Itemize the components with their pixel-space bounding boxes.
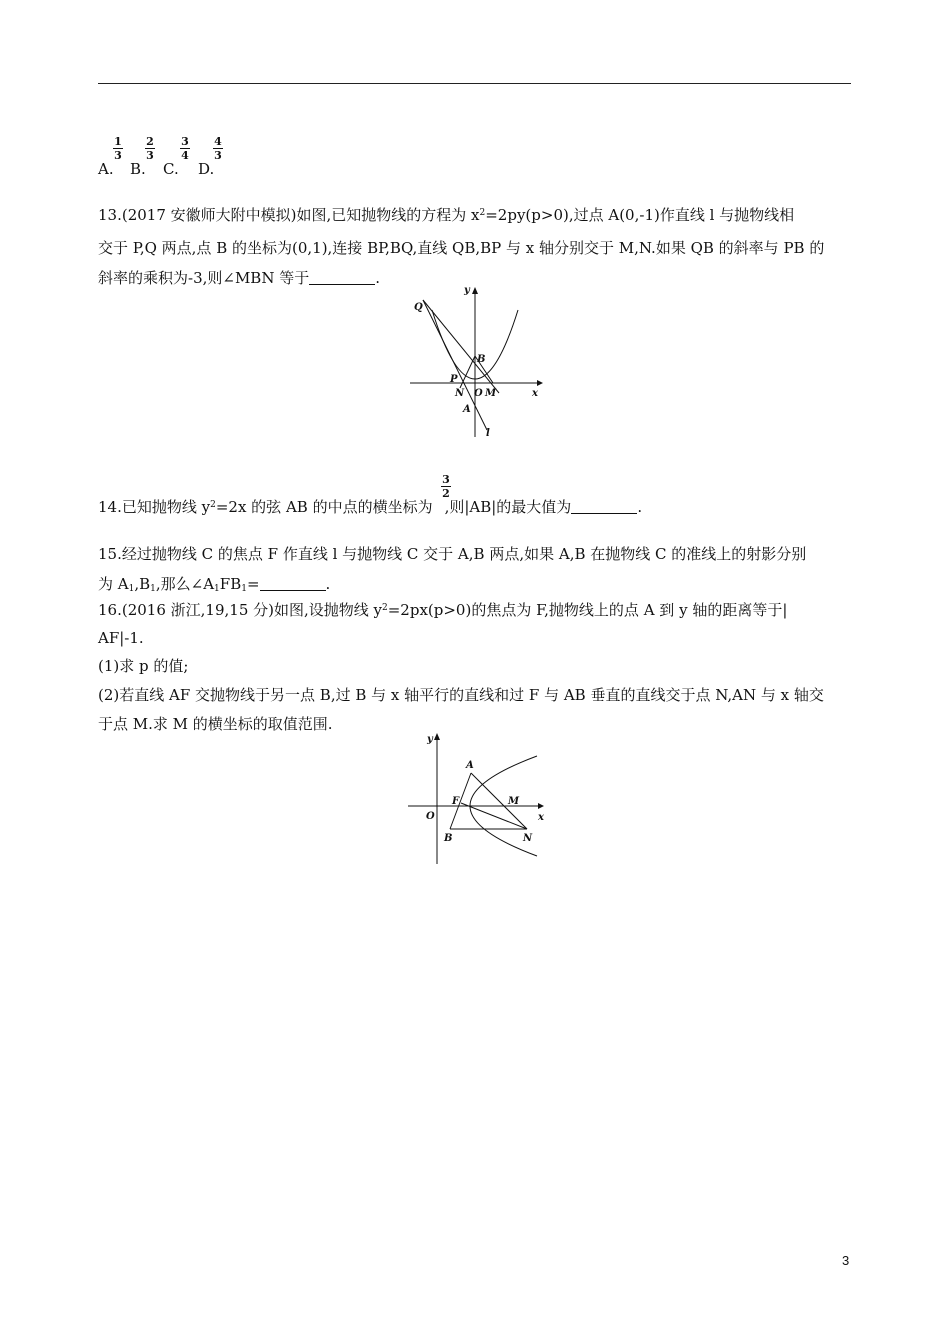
q13-line-2: 交于 P,Q 两点,点 B 的坐标为(0,1),连接 BP,BQ,直线 QB,BP 与 x 轴分别交于 M,N.如果 QB 的斜率与 PB 的 (98, 239, 825, 257)
answer-blank[interactable] (571, 499, 637, 514)
option-b-fraction: 2 3 (146, 135, 154, 162)
q16-line-2: AF|-1. (98, 629, 144, 647)
q14-fraction: 3 2 (442, 473, 450, 500)
q13-figure (405, 282, 550, 442)
option-a-label: A. (98, 160, 114, 178)
label-p: P (450, 374, 458, 385)
label-y: y (427, 734, 433, 745)
line-qb (423, 300, 499, 393)
line-l (423, 300, 487, 430)
option-a-fraction: 1 3 (114, 135, 122, 162)
label-x: x (538, 812, 544, 823)
q16-part-2-line-1: (2)若直线 AF 交抛物线于另一点 B,过 B 与 x 轴平行的直线和过 F 与 AB 垂直的直线交于点 N,AN 与 x 轴交 (98, 686, 824, 704)
label-o: O (474, 388, 483, 399)
x-axis-arrow (537, 380, 543, 386)
label-y: y (464, 285, 470, 296)
option-c-label: C. (163, 160, 179, 178)
answer-blank[interactable] (260, 576, 326, 591)
x-axis-arrow (538, 803, 544, 809)
label-n: N (455, 388, 465, 399)
q15-line-2: 为 $A_1,B_1$,那么$\angle A_1FB_1=$ . (98, 575, 331, 594)
answer-blank[interactable] (309, 270, 375, 285)
y-axis-arrow (434, 733, 440, 740)
q13-line-3: 斜率的乘积为-3,则∠MBN 等于 . (98, 269, 381, 287)
option-c-fraction: 3 4 (181, 135, 189, 162)
q16-part-2-line-2: 于点 M.求 M 的横坐标的取值范围. (98, 715, 333, 733)
label-a: A (466, 760, 474, 771)
label-n: N (523, 833, 533, 844)
label-m: M (485, 388, 497, 399)
y-axis-arrow (472, 287, 478, 294)
label-l: l (486, 428, 490, 439)
q14-line: 14.已知抛物线 $y^2=2x$ 的弦 AB 的中点的横坐标为 ,则|AB|的最大值为 . (98, 498, 643, 516)
header-rule (98, 83, 851, 84)
option-d-label: D. (198, 160, 215, 178)
label-f: F (452, 796, 460, 807)
q16-line-1: 16.(2016 浙江,19,15 分)如图,设抛物线 $y^2=2px(p>0)$的焦点为 F,抛物线上的点 A 到 y 轴的距离等于| (98, 601, 788, 619)
option-d-fraction: 4 3 (214, 135, 222, 162)
label-a: A (463, 404, 471, 415)
label-m: M (508, 796, 520, 807)
q16-figure (405, 730, 550, 870)
label-b: B (444, 833, 453, 844)
option-b-label: B. (130, 160, 146, 178)
label-q: Q (414, 302, 423, 313)
label-o: O (426, 811, 435, 822)
q13-line-1: 13.(2017 安徽师大附中模拟)如图,已知抛物线的方程为 $x^2=2py(p>0)$,过点 A(0,-1)作直线 l 与抛物线相 (98, 206, 795, 224)
q16-part-1: (1)求 p 的值; (98, 657, 189, 675)
label-x: x (532, 388, 538, 399)
page-number: 3 (842, 1253, 850, 1268)
label-b: B (477, 354, 486, 365)
q15-line-1: 15.经过抛物线 C 的焦点 F 作直线 l 与抛物线 C 交于 A,B 两点,如果 A,B 在抛物线 C 的准线上的射影分别 (98, 545, 807, 563)
